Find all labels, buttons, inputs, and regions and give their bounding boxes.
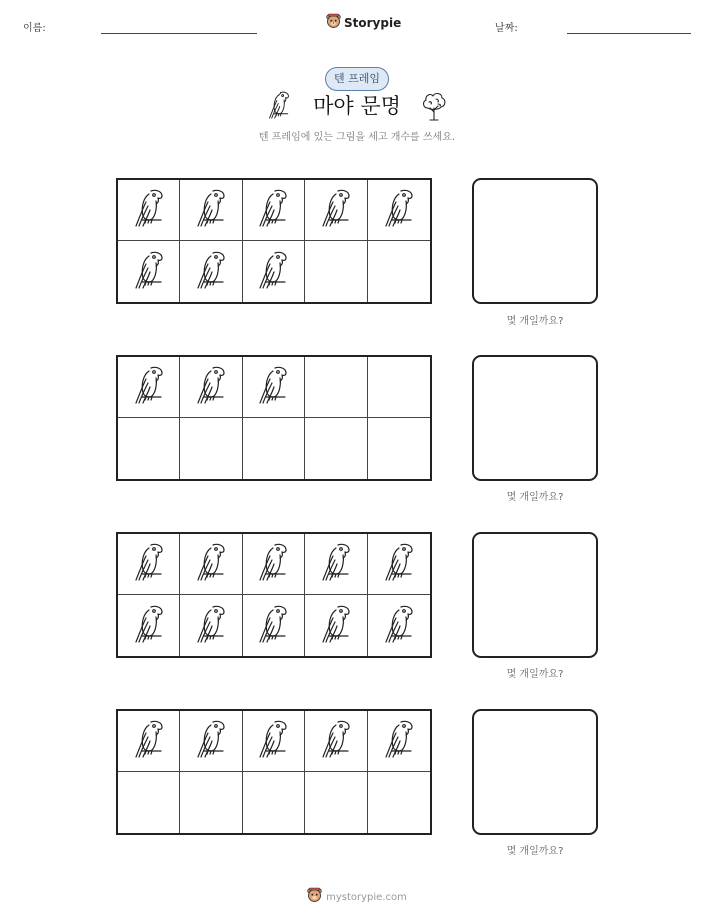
ten-frame-cell xyxy=(305,241,367,302)
parrot-icon xyxy=(191,363,231,411)
parrot-icon xyxy=(379,717,419,765)
ten-frame-cell xyxy=(118,357,180,418)
ten-frame-cell xyxy=(118,418,180,479)
ten-frame xyxy=(116,709,432,835)
ten-frame-cell xyxy=(243,534,305,595)
date-label: 날짜: xyxy=(495,23,518,34)
ten-frame-cell xyxy=(305,772,367,833)
instructions: 텐 프레임에 있는 그림을 세고 개수를 쓰세요. xyxy=(258,132,456,143)
ten-frame-cell xyxy=(180,180,242,241)
brand-name: Storypie xyxy=(344,16,402,30)
question-label: 몇 개일까요? xyxy=(506,316,564,327)
ten-frame-cell xyxy=(180,418,242,479)
ten-frame-cell xyxy=(305,711,367,772)
page-title: 마야 문명 xyxy=(313,94,401,118)
ten-frame-cell xyxy=(180,711,242,772)
ten-frame-cell xyxy=(243,180,305,241)
parrot-icon xyxy=(253,186,293,234)
ten-frame-cell xyxy=(368,180,430,241)
parrot-icon xyxy=(191,602,231,650)
ten-frame-cell xyxy=(118,711,180,772)
bear-icon xyxy=(326,13,341,33)
footer-url[interactable]: mystorypie.com xyxy=(326,891,407,903)
ten-frame-cell xyxy=(368,711,430,772)
ten-frame-cell xyxy=(243,772,305,833)
ten-frame-cell xyxy=(243,418,305,479)
ten-frame-cell xyxy=(118,772,180,833)
parrot-icon xyxy=(129,717,169,765)
question-label: 몇 개일까요? xyxy=(506,669,564,680)
parrot-icon xyxy=(253,363,293,411)
parrot-icon xyxy=(379,186,419,234)
parrot-icon xyxy=(316,540,356,588)
answer-box[interactable] xyxy=(472,178,598,304)
parrot-icon xyxy=(191,186,231,234)
question-label: 몇 개일까요? xyxy=(506,846,564,857)
ten-frame-cell xyxy=(118,180,180,241)
ten-frame-cell xyxy=(243,357,305,418)
ten-frame-cell xyxy=(368,772,430,833)
parrot-icon xyxy=(316,186,356,234)
ten-frame-cell xyxy=(305,595,367,656)
ten-frame-cell xyxy=(305,357,367,418)
ten-frame-cell xyxy=(180,534,242,595)
name-label: 이름: xyxy=(23,23,46,34)
parrot-icon xyxy=(379,602,419,650)
ten-frame-cell xyxy=(305,180,367,241)
parrot-icon xyxy=(129,602,169,650)
question-label: 몇 개일까요? xyxy=(506,492,564,503)
parrot-icon xyxy=(129,540,169,588)
name-line[interactable] xyxy=(101,33,257,34)
parrot-icon xyxy=(316,602,356,650)
ten-frame-cell xyxy=(368,418,430,479)
brand-logo xyxy=(326,13,401,33)
ten-frame xyxy=(116,355,432,481)
topic-badge: 텐 프레임 xyxy=(325,67,389,91)
answer-box[interactable] xyxy=(472,532,598,658)
footer xyxy=(0,887,714,907)
ten-frame-cell xyxy=(180,241,242,302)
parrot-icon xyxy=(379,540,419,588)
parrot-icon xyxy=(253,248,293,296)
date-line[interactable] xyxy=(567,33,691,34)
bear-icon xyxy=(307,887,322,907)
ten-frame-cell xyxy=(118,241,180,302)
parrot-icon xyxy=(253,540,293,588)
ten-frame-cell xyxy=(243,241,305,302)
parrot-icon xyxy=(129,248,169,296)
ten-frame-cell xyxy=(368,534,430,595)
parrot-icon xyxy=(191,540,231,588)
ten-frame-cell xyxy=(243,711,305,772)
tree-icon xyxy=(420,90,448,126)
ten-frame xyxy=(116,532,432,658)
ten-frame-cell xyxy=(368,241,430,302)
ten-frame-cell xyxy=(180,772,242,833)
ten-frame-cell xyxy=(118,595,180,656)
parrot-icon xyxy=(191,248,231,296)
ten-frame xyxy=(116,178,432,304)
ten-frame-cell xyxy=(305,418,367,479)
ten-frame-cell xyxy=(118,534,180,595)
ten-frame-cell xyxy=(305,534,367,595)
parrot-icon xyxy=(191,717,231,765)
parrot-icon xyxy=(253,717,293,765)
ten-frame-cell xyxy=(368,357,430,418)
answer-box[interactable] xyxy=(472,709,598,835)
ten-frame-cell xyxy=(180,595,242,656)
parrot-icon xyxy=(316,717,356,765)
ten-frame-cell xyxy=(180,357,242,418)
answer-box[interactable] xyxy=(472,355,598,481)
ten-frame-cell xyxy=(368,595,430,656)
parrot-icon xyxy=(129,363,169,411)
parrot-icon xyxy=(253,602,293,650)
ten-frame-cell xyxy=(243,595,305,656)
parrot-icon xyxy=(129,186,169,234)
